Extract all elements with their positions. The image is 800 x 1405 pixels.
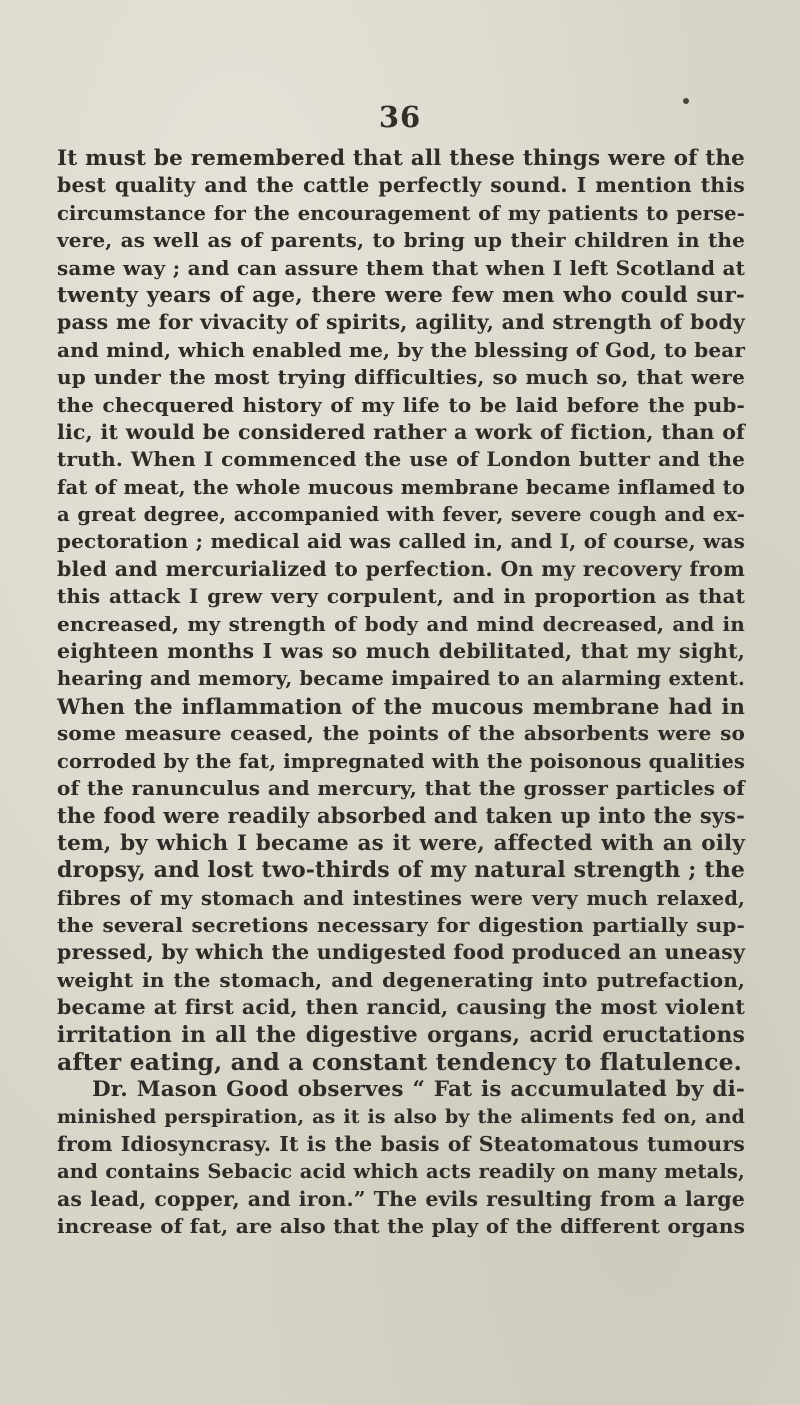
text-line: It must be remembered that all these things were of the (57, 146, 745, 171)
page-number: 36 (378, 100, 422, 134)
text-line: best quality and the cattle perfectly sound. I mention this (57, 173, 745, 198)
text-line: lic, it would be considered rather a work of fiction, than of (57, 419, 745, 444)
text-line: truth. When I commenced the use of London butter and the (57, 447, 745, 472)
text-line: from Idiosyncrasy. It is the basis of Steatomatous tumours (57, 1132, 745, 1157)
text-line: dropsy, and lost two-thirds of my natural strength ; the (57, 857, 745, 884)
text-line: twenty years of age, there were few men who could sur- (57, 282, 745, 308)
text-line: When the inflammation of the mucous membrane had in (57, 693, 745, 719)
text-line: pass me for vivacity of spirits, agility, and strength of body (57, 310, 745, 335)
text-line: irritation in all the digestive organs, acrid eructations (57, 1021, 745, 1048)
text-line: same way ; and can assure them that when I left Scotland at (57, 255, 745, 280)
text-line: the checquered history of my life to be laid before the pub- (57, 392, 745, 417)
text-line: hearing and memory, became impaired to an alarming extent. (57, 667, 745, 691)
text-line: vere, as well as of parents, to bring up their children in the (57, 228, 745, 253)
text-line: this attack I grew very corpulent, and in proportion as that (57, 584, 745, 609)
text-line: the food were readily absorbed and taken up into the sys- (57, 803, 745, 829)
text-line: encreased, my strength of body and mind decreased, and in (57, 611, 745, 636)
text-line: increase of fat, are also that the play of the different organs (57, 1214, 745, 1239)
text-line: fibres of my stomach and intestines were very much relaxed, (57, 886, 745, 910)
text-line: the several secretions necessary for digestion partially sup- (57, 912, 745, 937)
text-line: pectoration ; medical aid was called in, and I, of course, was (57, 529, 745, 554)
text-line: of the ranunculus and mercury, that the grosser particles of (57, 775, 745, 800)
body-text (57, 145, 745, 1241)
text-line: after eating, and a constant tendency to flatulence. (57, 1047, 743, 1076)
text-line: pressed, by which the undigested food produced an uneasy (57, 940, 745, 965)
text-line: became at first acid, then rancid, causing the most violent (57, 995, 745, 1020)
text-line: as lead, copper, and iron.” The evils resulting from a large (57, 1186, 745, 1211)
text-line: a great degree, accompanied with fever, severe cough and ex- (57, 503, 745, 527)
text-line: weight in the stomach, and degenerating into putrefaction, (57, 967, 745, 992)
text-line: minished perspiration, as it is also by the aliments fed on, and (57, 1105, 745, 1128)
text-line: and mind, which enabled me, by the blessing of God, to bear (57, 337, 745, 362)
text-line: tem, by which I became as it were, affected with an oily (57, 830, 745, 856)
text-line: bled and mercurialized to perfection. On my recovery from (57, 556, 745, 581)
text-line: circumstance for the encouragement of my patients to perse- (57, 201, 745, 225)
text-line: corroded by the fat, impregnated with the poisonous qualities (57, 749, 745, 773)
text-line: Dr. Mason Good observes “ Fat is accumulated by di- (92, 1077, 745, 1103)
text-line: up under the most trying difficulties, so much so, that were (57, 365, 745, 390)
text-line: eighteen months I was so much debilitated, that my sight, (57, 639, 745, 664)
text-line: some measure ceased, the points of the absorbents were so (57, 721, 745, 746)
text-line: fat of meat, the whole mucous membrane became inflamed to (57, 475, 745, 499)
text-line: and contains Sebacic acid which acts readily on many metals, (57, 1160, 745, 1184)
